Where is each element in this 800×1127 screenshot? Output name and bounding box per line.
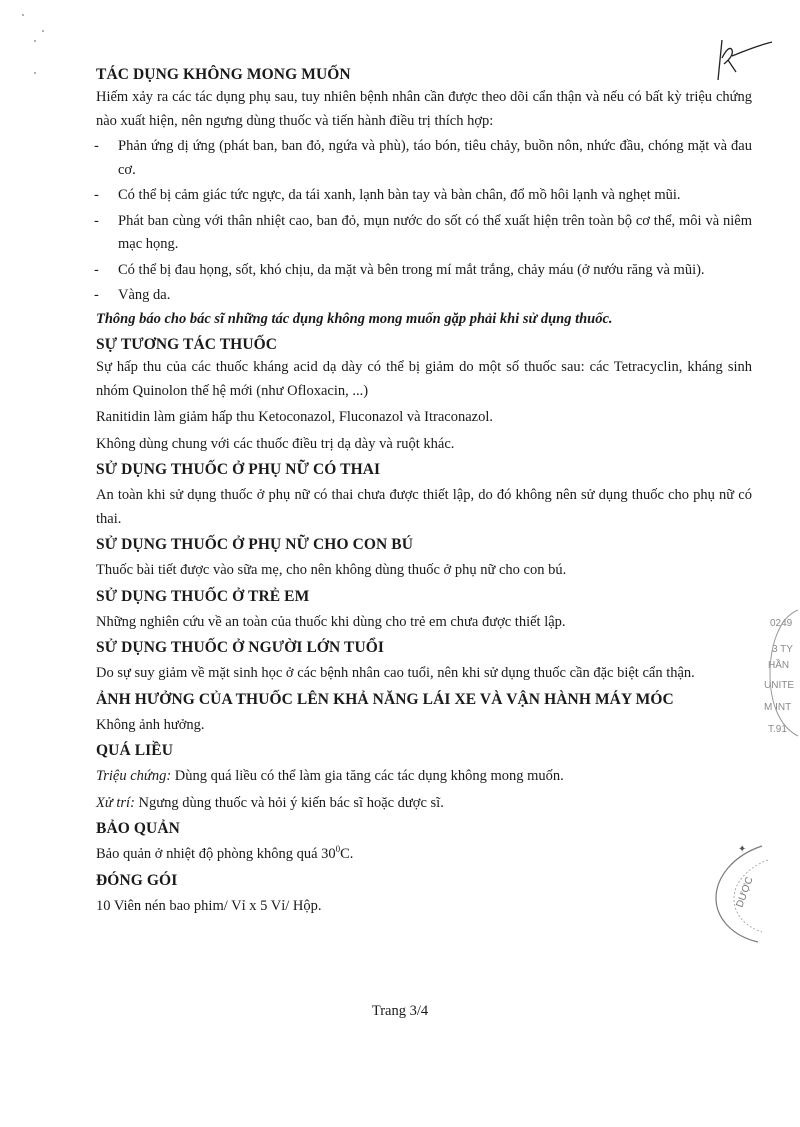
side-effect-text: Vàng da. xyxy=(118,287,171,303)
svg-text:✦: ✦ xyxy=(738,844,747,855)
stamp-fragment-text: M INT xyxy=(764,702,792,713)
company-stamp-fragment xyxy=(764,608,800,738)
section-title-driving: ẢNH HƯỞNG CỦA THUỐC LÊN KHẢ NĂNG LÁI XE VÀ VẬN HÀNH MÁY MÓC xyxy=(96,690,674,708)
overdose-symptoms-text: Dùng quá liều có thể làm gia tăng các tác dụng không mong muốn. xyxy=(171,768,564,784)
storage-degree: 0 xyxy=(335,844,341,855)
scan-speck xyxy=(34,72,36,74)
scan-speck xyxy=(42,30,44,32)
stamp-fragment-text: 3 TY xyxy=(772,644,793,655)
section-title-side-effects: TÁC DỤNG KHÔNG MONG MUỐN xyxy=(96,66,351,83)
page-number: Trang 3/4 xyxy=(371,1003,429,1019)
storage-text xyxy=(96,843,752,867)
section-title-packaging: ĐÓNG GÓI xyxy=(96,871,178,889)
overdose-treatment xyxy=(96,792,752,816)
side-effect-item: - Phản ứng dị ứng (phát ban, ban đỏ, ngứa và phù), táo bón, tiêu chảy, buồn nôn, nhức đầu, chóng mặt và đau cơ. xyxy=(94,138,752,178)
overdose-treatment-label: Xử trí: xyxy=(96,794,135,811)
section-title-elderly: SỬ DỤNG THUỐC Ở NGƯỜI LỚN TUỔI xyxy=(96,639,385,656)
side-effect-item: - Phát ban cùng với thân nhiệt cao, ban đỏ, mụn nước do sốt có thể xuất hiện trên toàn bộ cơ thể, môi và niêm mạc họng. xyxy=(94,212,752,252)
seal-fragment xyxy=(702,838,772,948)
breastfeeding-text: Thuốc bài tiết được vào sữa mẹ, cho nên không dùng thuốc ở phụ nữ cho con bú. xyxy=(96,562,567,578)
stamp-fragment-text: HẦN xyxy=(768,660,790,671)
driving-text: Không ảnh hưởng. xyxy=(96,716,205,733)
pregnancy-text: An toàn khi sử dụng thuốc ở phụ nữ có thai chưa được thiết lập, do đó không nên sử dụng thuốc cho phụ nữ có thai. xyxy=(96,487,752,527)
side-effect-item: - Có thể bị đau họng, sốt, khó chịu, da mặt và bên trong mí mắt trắng, chảy máu (ở nướu răng và mũi). xyxy=(94,261,705,278)
section-title-pregnancy: SỬ DỤNG THUỐC Ở PHỤ NỮ CÓ THAI xyxy=(96,461,381,478)
elderly-text: Do sự suy giảm về mặt sinh học ở các bệnh nhân cao tuổi, nên khi sử dụng thuốc cần đặc biệt cẩn thận. xyxy=(96,665,695,681)
side-effect-text: Có thể bị đau họng, sốt, khó chịu, da mặt và bên trong mí mắt trắng, chảy máu (ở nướu răng và mũi). xyxy=(118,261,705,278)
section-title-interactions: SỰ TƯƠNG TÁC THUỐC xyxy=(96,336,278,353)
side-effect-item: - Có thể bị cảm giác tức ngực, da tái xanh, lạnh bàn tay và bàn chân, đổ mồ hôi lạnh và nghẹt mũi. xyxy=(94,187,681,203)
section-title-children: SỬ DỤNG THUỐC Ở TRẺ EM xyxy=(96,587,310,605)
stamp-fragment-text: UNITE xyxy=(764,680,794,691)
children-text: Những nghiên cứu về an toàn của thuốc khi dùng cho trẻ em chưa được thiết lập. xyxy=(96,613,566,630)
overdose-treatment-text: Ngưng dùng thuốc và hỏi ý kiến bác sĩ hoặc dược sĩ. xyxy=(134,794,444,811)
side-effect-text: Phát ban cùng với thân nhiệt cao, ban đỏ, mụn nước do sốt có thể xuất hiện trên toàn bộ cơ thể, môi và niêm mạc họng. xyxy=(118,212,752,252)
interactions-paragraph-3: Không dùng chung với các thuốc điều trị dạ dày và ruột khác. xyxy=(96,435,455,452)
stamp-fragment-text: 0249 xyxy=(770,618,793,629)
side-effects-intro: Hiếm xảy ra các tác dụng phụ sau, tuy nhiên bệnh nhân cần được theo dõi cẩn thận và nếu có bất kỳ triệu chứng nào xuất hiện, nên ngưng dùng thuốc và tiến hành điều trị thích hợp: xyxy=(96,89,752,129)
section-title-overdose: QUÁ LIỀU xyxy=(96,742,174,759)
side-effect-text: Có thể bị cảm giác tức ngực, da tái xanh, lạnh bàn tay và bàn chân, đổ mồ hôi lạnh và nghẹt mũi. xyxy=(118,187,681,203)
overdose-symptoms xyxy=(96,765,752,789)
seal-text: DƯỢC xyxy=(734,875,756,910)
side-effects-notice: Thông báo cho bác sĩ những tác dụng không mong muốn gặp phải khi sử dụng thuốc. xyxy=(96,310,613,327)
section-title-breastfeeding: SỬ DỤNG THUỐC Ở PHỤ NỮ CHO CON BÚ xyxy=(96,536,414,553)
scan-speck xyxy=(22,14,24,16)
page-content xyxy=(96,64,752,918)
side-effect-text: Phản ứng dị ứng (phát ban, ban đỏ, ngứa và phù), táo bón, tiêu chảy, buồn nôn, nhức đầu, chóng mặt và đau cơ. xyxy=(118,138,752,178)
scan-speck xyxy=(34,40,36,42)
side-effect-item: - Vàng da. xyxy=(94,287,171,303)
packaging-text: 10 Viên nén bao phim/ Vỉ x 5 Vỉ/ Hộp. xyxy=(96,897,322,914)
overdose-symptoms-label: Triệu chứng: xyxy=(96,768,172,784)
section-title-storage: BẢO QUẢN xyxy=(96,820,180,837)
stamp-fragment-text: T.91 xyxy=(768,724,787,735)
interactions-paragraph-1: Sự hấp thu của các thuốc kháng acid dạ dày có thể bị giảm do một số thuốc sau: các Tetracyclin, kháng sinh nhóm Quinolon thế hệ mới (như Ofloxacin, ...) xyxy=(96,359,752,399)
storage-text-main: Bảo quản ở nhiệt độ phòng không quá 30 xyxy=(96,846,336,862)
interactions-paragraph-2: Ranitidin làm giảm hấp thu Ketoconazol, Fluconazol và Itraconazol. xyxy=(96,409,494,425)
storage-text-unit: C. xyxy=(340,846,354,862)
